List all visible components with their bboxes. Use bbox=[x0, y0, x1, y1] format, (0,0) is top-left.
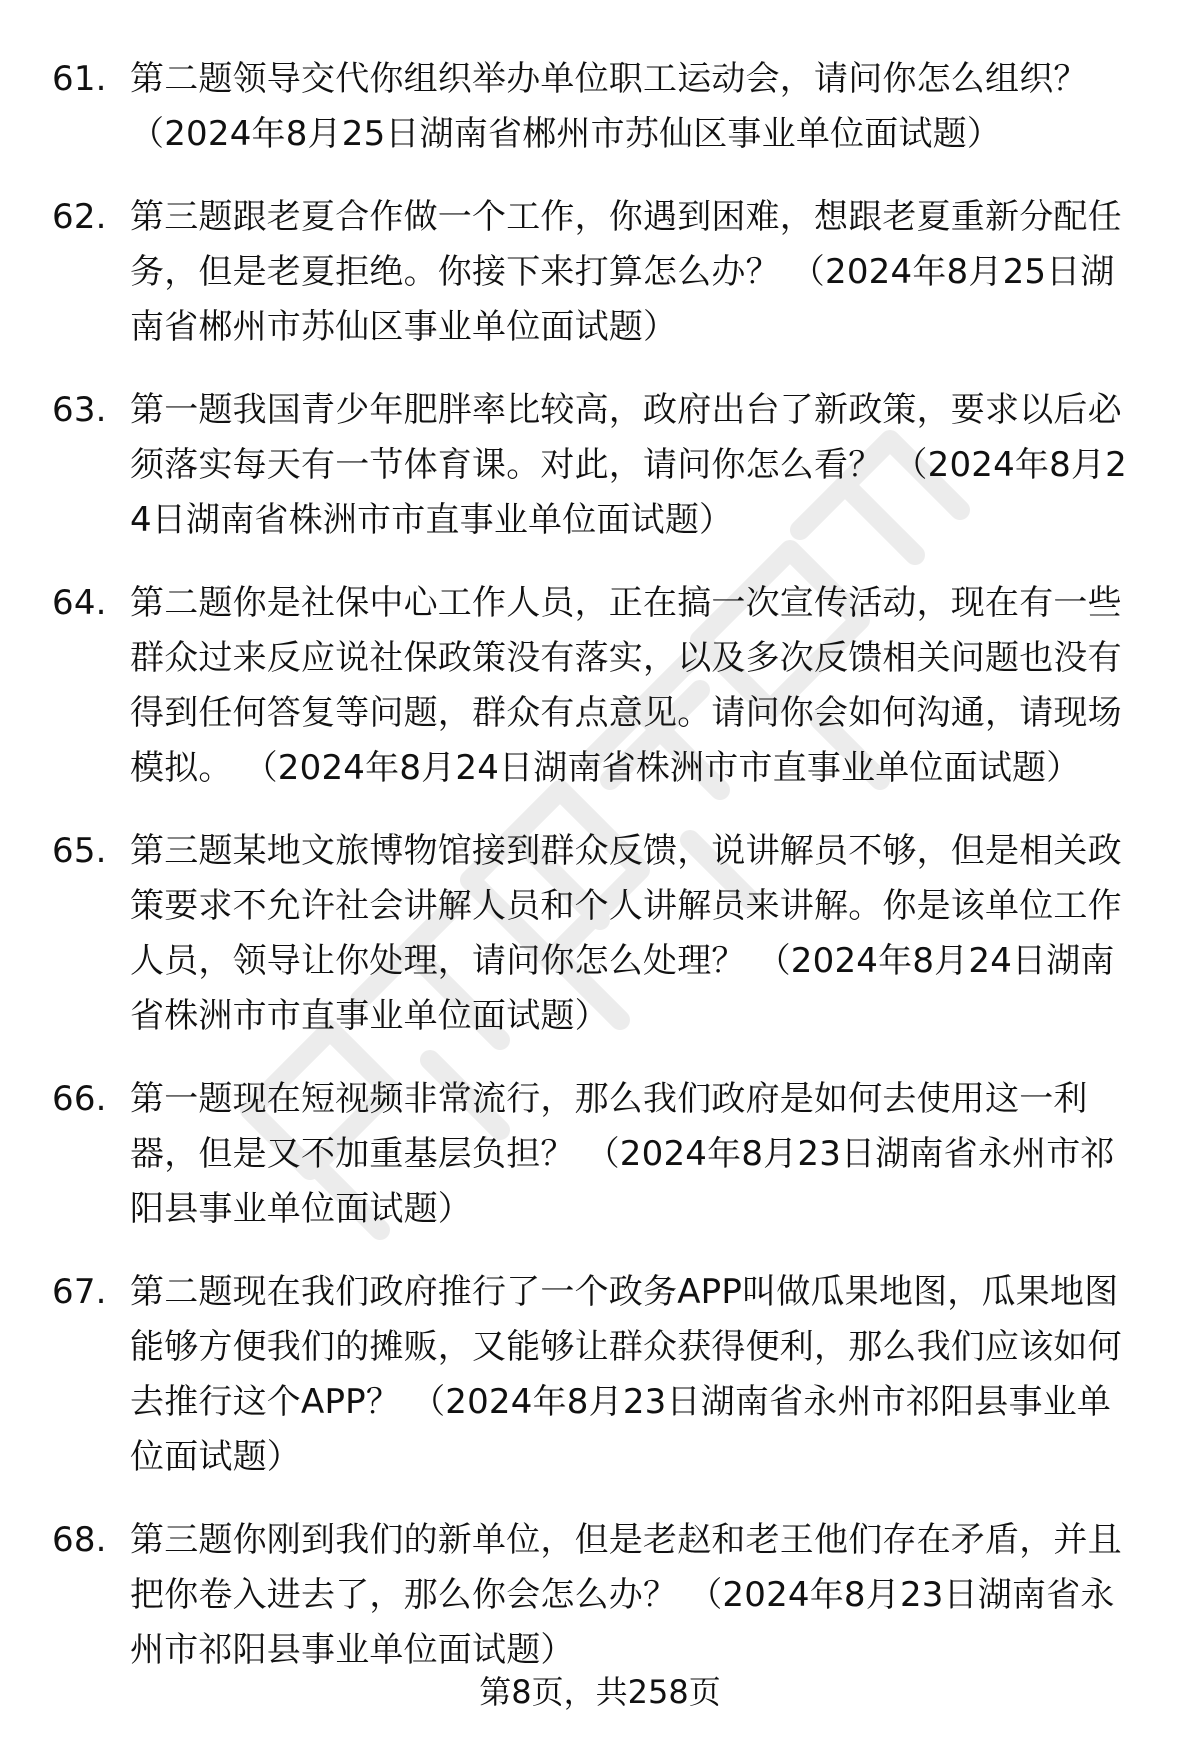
question-text: 第三题跟老夏合作做一个工作，你遇到困难，想跟老夏重新分配任务，但是老夏拒绝。你接下来打算怎么办？ （2024年8月25日湖南省郴州市苏仙区事业单位面试题） bbox=[130, 197, 1122, 347]
question-text: 第二题领导交代你组织举办单位职工运动会，请问你怎么组织？ （2024年8月25日湖南省郴州市苏仙区事业单位面试题） bbox=[130, 59, 1088, 154]
question-text: 第一题我国青少年肥胖率比较高，政府出台了新政策，要求以后必须落实每天有一节体育课。对此，请问你怎么看？ （2024年8月24日湖南省株洲市市直事业单位面试题） bbox=[130, 390, 1127, 540]
question-item-68 bbox=[0, 1513, 1200, 1678]
question-number: 63. bbox=[52, 390, 107, 430]
question-text: 第一题现在短视频非常流行，那么我们政府是如何去使用这一利器，但是又不加重基层负担？ （2024年8月23日湖南省永州市祁阳县事业单位面试题） bbox=[130, 1079, 1115, 1229]
question-number: 64. bbox=[52, 583, 107, 623]
question-item-61 bbox=[0, 52, 1200, 162]
question-number: 62. bbox=[52, 197, 107, 237]
question-item-64 bbox=[0, 576, 1200, 796]
question-text: 第三题某地文旅博物馆接到群众反馈，说讲解员不够，但是相关政策要求不允许社会讲解人员和个人讲解员来讲解。你是该单位工作人员，领导让你处理，请问你怎么处理？ （2024年8月24日湖南省株洲市市直事业单位面试题） bbox=[130, 831, 1122, 1036]
question-number: 67. bbox=[52, 1272, 107, 1312]
question-text: 第二题你是社保中心工作人员，正在搞一次宣传活动，现在有一些群众过来反应说社保政策没有落实，以及多次反馈相关问题也没有得到任何答复等问题，群众有点意见。请问你会如何沟通，请现场模拟。 （2024年8月24日湖南省株洲市市直事业单位面试题） bbox=[130, 583, 1122, 788]
question-item-67 bbox=[0, 1265, 1200, 1485]
question-number: 65. bbox=[52, 831, 107, 871]
question-number: 61. bbox=[52, 59, 107, 99]
question-list bbox=[0, 52, 1200, 1706]
question-item-65 bbox=[0, 824, 1200, 1044]
question-text: 第三题你刚到我们的新单位，但是老赵和老王他们存在矛盾，并且把你卷入进去了，那么你会怎么办？ （2024年8月23日湖南省永州市祁阳县事业单位面试题） bbox=[130, 1520, 1122, 1670]
question-text: 第二题现在我们政府推行了一个政务APP叫做瓜果地图，瓜果地图能够方便我们的摊贩，又能够让群众获得便利，那么我们应该如何去推行这个APP？ （2024年8月23日湖南省永州市祁阳县事业单位面试题） bbox=[130, 1272, 1122, 1477]
question-item-63 bbox=[0, 383, 1200, 548]
question-number: 66. bbox=[52, 1079, 107, 1119]
question-item-66 bbox=[0, 1072, 1200, 1237]
question-item-62 bbox=[0, 190, 1200, 355]
question-number: 68. bbox=[52, 1520, 107, 1560]
page-footer bbox=[0, 1672, 1200, 1712]
page-indicator: 第8页，共258页 bbox=[479, 1673, 721, 1711]
